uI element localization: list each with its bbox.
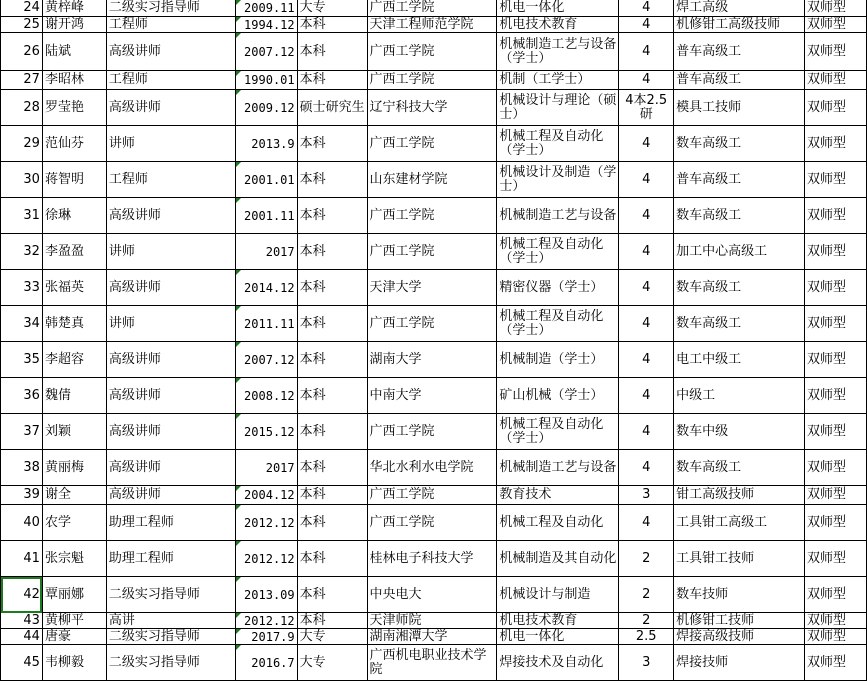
major-cell[interactable]: 精密仪器（学士）: [497, 270, 619, 306]
years-cell[interactable]: 4本2.5研: [619, 90, 674, 126]
date-cell[interactable]: 2009.12: [235, 90, 297, 126]
education-cell[interactable]: 本科: [297, 541, 367, 577]
title-cell[interactable]: 讲师: [106, 234, 235, 270]
teacher-type-cell[interactable]: 双师型: [805, 577, 867, 613]
education-cell[interactable]: 本科: [297, 162, 367, 198]
skill-cell[interactable]: 数车高级工: [674, 270, 805, 306]
teacher-type-cell[interactable]: 双师型: [805, 450, 867, 486]
row-number[interactable]: 37: [1, 414, 43, 450]
skill-cell[interactable]: 中级工: [674, 378, 805, 414]
years-cell[interactable]: 2: [619, 577, 674, 613]
date-cell[interactable]: 2012.12: [235, 541, 297, 577]
date-cell[interactable]: 2001.01: [235, 162, 297, 198]
teacher-type-cell[interactable]: 双师型: [805, 126, 867, 162]
date-cell[interactable]: 1990.01: [235, 71, 297, 90]
education-cell[interactable]: 大专: [297, 0, 367, 17]
row-number[interactable]: 24: [1, 0, 43, 17]
teacher-type-cell[interactable]: 双师型: [805, 234, 867, 270]
row-number[interactable]: 35: [1, 342, 43, 378]
title-cell[interactable]: 二级实习指导师: [106, 645, 235, 681]
skill-cell[interactable]: 钳工高级技师: [674, 486, 805, 505]
years-cell[interactable]: 2: [619, 613, 674, 629]
education-cell[interactable]: 本科: [297, 126, 367, 162]
title-cell[interactable]: 二级实习指导师: [106, 0, 235, 17]
major-cell[interactable]: 机电一体化: [497, 629, 619, 645]
name-cell[interactable]: 徐琳: [42, 198, 106, 234]
major-cell[interactable]: 机电技术教育: [497, 17, 619, 33]
name-cell[interactable]: 谢开鸿: [42, 17, 106, 33]
skill-cell[interactable]: 数车技师: [674, 577, 805, 613]
school-cell[interactable]: 广西工学院: [367, 33, 497, 71]
name-cell[interactable]: 张宗魁: [42, 541, 106, 577]
teacher-type-cell[interactable]: 双师型: [805, 17, 867, 33]
teacher-type-cell[interactable]: 双师型: [805, 414, 867, 450]
years-cell[interactable]: 4: [619, 0, 674, 17]
title-cell[interactable]: 工程师: [106, 162, 235, 198]
date-cell[interactable]: 2012.12: [235, 613, 297, 629]
major-cell[interactable]: 机械工程及自动化（学士）: [497, 306, 619, 342]
education-cell[interactable]: 本科: [297, 71, 367, 90]
name-cell[interactable]: 范仙芬: [42, 126, 106, 162]
skill-cell[interactable]: 加工中心高级工: [674, 234, 805, 270]
name-cell[interactable]: 蒋智明: [42, 162, 106, 198]
table-row: [1, 306, 867, 342]
table-row: [1, 270, 867, 306]
teacher-type-cell[interactable]: 双师型: [805, 342, 867, 378]
table-row: [1, 505, 867, 541]
school-cell[interactable]: 广西工学院: [367, 505, 497, 541]
major-cell[interactable]: 机电技术教育: [497, 613, 619, 629]
name-cell[interactable]: 韩楚真: [42, 306, 106, 342]
teacher-type-cell[interactable]: 双师型: [805, 541, 867, 577]
row-number[interactable]: 31: [1, 198, 43, 234]
skill-cell[interactable]: 机修钳工高级技师: [674, 17, 805, 33]
name-cell[interactable]: 陆斌: [42, 33, 106, 71]
teacher-type-cell[interactable]: 双师型: [805, 0, 867, 17]
title-cell[interactable]: 高级讲师: [106, 486, 235, 505]
school-cell[interactable]: 广西工学院: [367, 71, 497, 90]
years-cell[interactable]: 3: [619, 486, 674, 505]
table-body: [1, 0, 867, 681]
major-cell[interactable]: 机械工程及自动化（学士）: [497, 414, 619, 450]
row-number[interactable]: 39: [1, 486, 43, 505]
major-cell[interactable]: 机电一体化: [497, 0, 619, 17]
table-row: [1, 198, 867, 234]
date-cell[interactable]: 2009.11: [235, 0, 297, 17]
table-row: [1, 17, 867, 33]
date-cell[interactable]: 2013.09: [235, 577, 297, 613]
education-cell[interactable]: 本科: [297, 234, 367, 270]
major-cell[interactable]: 机械制造工艺与设备: [497, 450, 619, 486]
education-cell[interactable]: 本科: [297, 613, 367, 629]
table-row: [1, 414, 867, 450]
years-cell[interactable]: 4: [619, 234, 674, 270]
major-cell[interactable]: 机械制造工艺与设备: [497, 198, 619, 234]
education-cell[interactable]: 本科: [297, 378, 367, 414]
major-cell[interactable]: 机械设计与制造: [497, 577, 619, 613]
title-cell[interactable]: 高级讲师: [106, 342, 235, 378]
teacher-type-cell[interactable]: 双师型: [805, 270, 867, 306]
skill-cell[interactable]: 数车中级: [674, 414, 805, 450]
school-cell[interactable]: 山东建材学院: [367, 162, 497, 198]
skill-cell[interactable]: 工具钳工高级工: [674, 505, 805, 541]
teacher-type-cell[interactable]: 双师型: [805, 306, 867, 342]
name-cell[interactable]: 刘颖: [42, 414, 106, 450]
skill-cell[interactable]: 数车高级工: [674, 198, 805, 234]
major-cell[interactable]: 机械制造及其自动化: [497, 541, 619, 577]
table-row: [1, 577, 867, 613]
row-number[interactable]: 43: [1, 613, 43, 629]
skill-cell[interactable]: 焊工高级: [674, 0, 805, 17]
table-row: [1, 234, 867, 270]
education-cell[interactable]: 本科: [297, 577, 367, 613]
date-cell[interactable]: 2017.9: [235, 629, 297, 645]
teacher-type-cell[interactable]: 双师型: [805, 33, 867, 71]
table-row: [1, 486, 867, 505]
teacher-type-cell[interactable]: 双师型: [805, 162, 867, 198]
years-cell[interactable]: 4: [619, 270, 674, 306]
teacher-type-cell[interactable]: 双师型: [805, 71, 867, 90]
name-cell[interactable]: 罗莹艳: [42, 90, 106, 126]
name-cell[interactable]: 李超容: [42, 342, 106, 378]
row-number[interactable]: 44: [1, 629, 43, 645]
years-cell[interactable]: 2: [619, 541, 674, 577]
title-cell[interactable]: 讲师: [106, 306, 235, 342]
years-cell[interactable]: 4: [619, 414, 674, 450]
row-number[interactable]: 34: [1, 306, 43, 342]
title-cell[interactable]: 高级讲师: [106, 270, 235, 306]
title-cell[interactable]: 高级讲师: [106, 198, 235, 234]
education-cell[interactable]: 大专: [297, 645, 367, 681]
row-number[interactable]: 40: [1, 505, 43, 541]
teacher-type-cell[interactable]: 双师型: [805, 378, 867, 414]
date-cell[interactable]: 2004.12: [235, 486, 297, 505]
years-cell[interactable]: 4: [619, 378, 674, 414]
years-cell[interactable]: 4: [619, 198, 674, 234]
title-cell[interactable]: 讲师: [106, 126, 235, 162]
school-cell[interactable]: 湖南大学: [367, 342, 497, 378]
education-cell[interactable]: 本科: [297, 17, 367, 33]
skill-cell[interactable]: 机修钳工技师: [674, 613, 805, 629]
school-cell[interactable]: 天津工程师范学院: [367, 17, 497, 33]
skill-cell[interactable]: 模具工技师: [674, 90, 805, 126]
teacher-type-cell[interactable]: 双师型: [805, 90, 867, 126]
name-cell[interactable]: 黄丽梅: [42, 450, 106, 486]
major-cell[interactable]: 机械设计与理论（硕士）: [497, 90, 619, 126]
major-cell[interactable]: 机械设计及制造（学士）: [497, 162, 619, 198]
title-cell[interactable]: 高级讲师: [106, 414, 235, 450]
row-number[interactable]: 27: [1, 71, 43, 90]
skill-cell[interactable]: 普车高级工: [674, 33, 805, 71]
years-cell[interactable]: 4: [619, 162, 674, 198]
date-cell[interactable]: 2014.12: [235, 270, 297, 306]
date-cell[interactable]: 2017: [235, 234, 297, 270]
table-row: [1, 162, 867, 198]
date-cell[interactable]: 1994.12: [235, 17, 297, 33]
name-cell[interactable]: 张福英: [42, 270, 106, 306]
date-cell[interactable]: 2016.7: [235, 645, 297, 681]
row-number[interactable]: 33: [1, 270, 43, 306]
row-number[interactable]: 26: [1, 33, 43, 71]
school-cell[interactable]: 广西工学院: [367, 198, 497, 234]
date-cell[interactable]: 2013.9: [235, 126, 297, 162]
title-cell[interactable]: 工程师: [106, 17, 235, 33]
title-cell[interactable]: 高讲: [106, 613, 235, 629]
school-cell[interactable]: 中央电大: [367, 577, 497, 613]
table-row: [1, 71, 867, 90]
date-cell[interactable]: 2001.11: [235, 198, 297, 234]
education-cell[interactable]: 本科: [297, 414, 367, 450]
name-cell[interactable]: 农学: [42, 505, 106, 541]
school-cell[interactable]: 广西机电职业技术学院: [367, 645, 497, 681]
date-cell[interactable]: 2008.12: [235, 378, 297, 414]
row-number[interactable]: 45: [1, 645, 43, 681]
title-cell[interactable]: 高级讲师: [106, 33, 235, 71]
skill-cell[interactable]: 数车高级工: [674, 306, 805, 342]
skill-cell[interactable]: 工具钳工技师: [674, 541, 805, 577]
years-cell[interactable]: 4: [619, 450, 674, 486]
major-cell[interactable]: 教育技术: [497, 486, 619, 505]
school-cell[interactable]: 桂林电子科技大学: [367, 541, 497, 577]
education-cell[interactable]: 本科: [297, 486, 367, 505]
skill-cell[interactable]: 普车高级工: [674, 162, 805, 198]
school-cell[interactable]: 广西工学院: [367, 414, 497, 450]
table-row: [1, 645, 867, 681]
row-number[interactable]: 38: [1, 450, 43, 486]
row-number[interactable]: 42: [1, 577, 43, 613]
table-row: [1, 33, 867, 71]
major-cell[interactable]: 机制（工学士）: [497, 71, 619, 90]
skill-cell[interactable]: 焊接技师: [674, 645, 805, 681]
major-cell[interactable]: 机械工程及自动化（学士）: [497, 126, 619, 162]
school-cell[interactable]: 广西工学院: [367, 306, 497, 342]
teacher-type-cell[interactable]: 双师型: [805, 629, 867, 645]
title-cell[interactable]: 助理工程师: [106, 541, 235, 577]
school-cell[interactable]: 天津大学: [367, 270, 497, 306]
table-row: [1, 629, 867, 645]
school-cell[interactable]: 中南大学: [367, 378, 497, 414]
years-cell[interactable]: 4: [619, 17, 674, 33]
teacher-type-cell[interactable]: 双师型: [805, 505, 867, 541]
school-cell[interactable]: 华北水利水电学院: [367, 450, 497, 486]
major-cell[interactable]: 机械制造（学士）: [497, 342, 619, 378]
education-cell[interactable]: 本科: [297, 306, 367, 342]
skill-cell[interactable]: 数车高级工: [674, 450, 805, 486]
years-cell[interactable]: 3: [619, 645, 674, 681]
row-number[interactable]: 28: [1, 90, 43, 126]
row-number[interactable]: 30: [1, 162, 43, 198]
name-cell[interactable]: 唐豪: [42, 629, 106, 645]
name-cell[interactable]: 覃丽娜: [42, 577, 106, 613]
school-cell[interactable]: 湖南湘潭大学: [367, 629, 497, 645]
table-row: [1, 450, 867, 486]
education-cell[interactable]: 本科: [297, 198, 367, 234]
table-row: [1, 90, 867, 126]
table-row: [1, 378, 867, 414]
title-cell[interactable]: 二级实习指导师: [106, 629, 235, 645]
title-cell[interactable]: 助理工程师: [106, 505, 235, 541]
education-cell[interactable]: 硕士研究生: [297, 90, 367, 126]
teacher-type-cell[interactable]: 双师型: [805, 613, 867, 629]
skill-cell[interactable]: 数车高级工: [674, 126, 805, 162]
title-cell[interactable]: 高级讲师: [106, 378, 235, 414]
name-cell[interactable]: 韦柳毅: [42, 645, 106, 681]
years-cell[interactable]: 4: [619, 306, 674, 342]
school-cell[interactable]: 天津师院: [367, 613, 497, 629]
title-cell[interactable]: 工程师: [106, 71, 235, 90]
teacher-type-cell[interactable]: 双师型: [805, 645, 867, 681]
date-cell[interactable]: 2007.12: [235, 342, 297, 378]
school-cell[interactable]: 广西工学院: [367, 126, 497, 162]
school-cell[interactable]: 辽宁科技大学: [367, 90, 497, 126]
skill-cell[interactable]: 电工中级工: [674, 342, 805, 378]
table-row: [1, 541, 867, 577]
years-cell[interactable]: 4: [619, 342, 674, 378]
major-cell[interactable]: 机械工程及自动化（学士）: [497, 234, 619, 270]
table-row: [1, 0, 867, 17]
table-row: [1, 126, 867, 162]
table-row: [1, 613, 867, 629]
education-cell[interactable]: 本科: [297, 342, 367, 378]
major-cell[interactable]: 机械制造工艺与设备（学士）: [497, 33, 619, 71]
table-row: [1, 342, 867, 378]
skill-cell[interactable]: 普车高级工: [674, 71, 805, 90]
education-cell[interactable]: 大专: [297, 629, 367, 645]
school-cell[interactable]: 广西工学院: [367, 234, 497, 270]
school-cell[interactable]: 广西工学院: [367, 486, 497, 505]
teacher-type-cell[interactable]: 双师型: [805, 198, 867, 234]
skill-cell[interactable]: 焊接高级技师: [674, 629, 805, 645]
date-cell[interactable]: 2007.12: [235, 33, 297, 71]
major-cell[interactable]: 焊接技术及自动化: [497, 645, 619, 681]
title-cell[interactable]: 高级讲师: [106, 450, 235, 486]
years-cell[interactable]: 4: [619, 71, 674, 90]
row-number[interactable]: 41: [1, 541, 43, 577]
years-cell[interactable]: 4: [619, 126, 674, 162]
education-cell[interactable]: 本科: [297, 33, 367, 71]
name-cell[interactable]: 李盈盈: [42, 234, 106, 270]
name-cell[interactable]: 李昭林: [42, 71, 106, 90]
row-number[interactable]: 32: [1, 234, 43, 270]
name-cell[interactable]: 魏倩: [42, 378, 106, 414]
date-cell[interactable]: 2011.11: [235, 306, 297, 342]
title-cell[interactable]: 二级实习指导师: [106, 577, 235, 613]
years-cell[interactable]: 2.5: [619, 629, 674, 645]
education-cell[interactable]: 本科: [297, 450, 367, 486]
date-cell[interactable]: 2017: [235, 450, 297, 486]
education-cell[interactable]: 本科: [297, 270, 367, 306]
row-number[interactable]: 29: [1, 126, 43, 162]
row-number[interactable]: 36: [1, 378, 43, 414]
education-cell[interactable]: 本科: [297, 505, 367, 541]
years-cell[interactable]: 4: [619, 505, 674, 541]
name-cell[interactable]: 谢全: [42, 486, 106, 505]
major-cell[interactable]: 机械工程及自动化: [497, 505, 619, 541]
date-cell[interactable]: 2012.12: [235, 505, 297, 541]
school-cell[interactable]: 广西工学院: [367, 0, 497, 17]
row-number[interactable]: 25: [1, 17, 43, 33]
major-cell[interactable]: 矿山机械（学士）: [497, 378, 619, 414]
teacher-type-cell[interactable]: 双师型: [805, 486, 867, 505]
title-cell[interactable]: 高级讲师: [106, 90, 235, 126]
date-cell[interactable]: 2015.12: [235, 414, 297, 450]
name-cell[interactable]: 黄柳平: [42, 613, 106, 629]
years-cell[interactable]: 4: [619, 33, 674, 71]
name-cell[interactable]: 黄梓峰: [42, 0, 106, 17]
